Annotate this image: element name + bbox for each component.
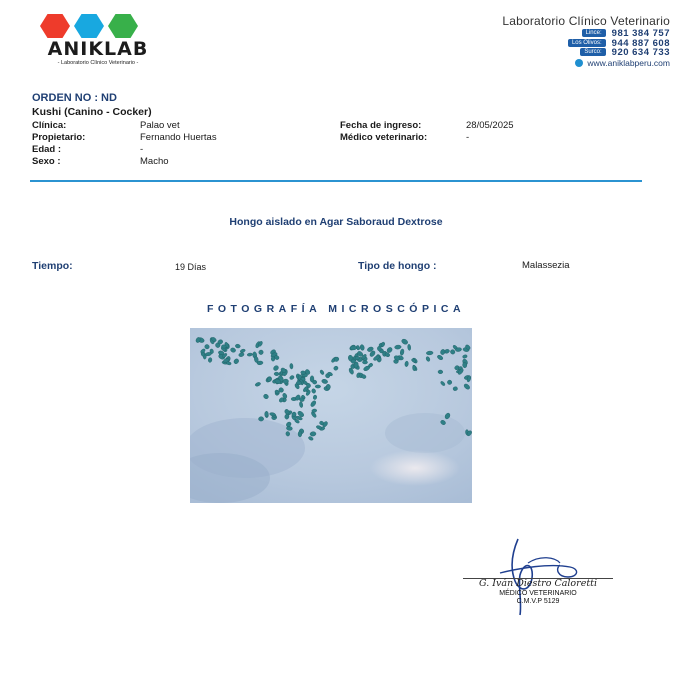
aniklab-logo	[38, 14, 158, 68]
vet-value: -	[466, 132, 470, 143]
microscopy-photo	[190, 328, 472, 503]
signer-registration: C.M.V.P 5129	[516, 598, 560, 605]
phone-row-lince	[582, 28, 670, 38]
yeast-cell	[310, 431, 316, 436]
yeast-cell	[283, 379, 289, 384]
photo-title: FOTOGRAFÍA MICROSCÓPICA	[206, 303, 466, 315]
yeast-cell	[221, 345, 226, 349]
clinic-value: Palao vet	[140, 120, 180, 131]
yeast-cell	[326, 384, 331, 390]
yeast-cell	[315, 385, 321, 388]
yeast-cell	[274, 372, 279, 376]
intake-date-value: 28/05/2025	[466, 120, 514, 131]
result-title: Hongo aislado en Agar Saboraud Dextrose	[229, 216, 443, 228]
signer-role: MÉDICO VETERINARIO	[499, 590, 577, 597]
yeast-cell	[296, 381, 302, 385]
sex-label: Sexo :	[32, 156, 61, 167]
yeast-cell	[298, 431, 302, 437]
yeast-cell	[350, 346, 356, 350]
signature-scribble	[460, 533, 620, 618]
yeast-cell	[412, 365, 416, 371]
vet-label: Médico veterinario:	[340, 132, 428, 143]
lab-name: Laboratorio Clínico Veterinario	[502, 14, 670, 28]
logo-brand-text: ANIKLAB	[47, 38, 149, 60]
yeast-cell	[265, 411, 269, 417]
clinic-label: Clínica:	[32, 120, 67, 131]
patient-name: Kushi (Canino - Cocker)	[32, 106, 152, 118]
time-label: Tiempo:	[32, 260, 73, 272]
age-value: -	[140, 144, 144, 155]
branch-tag: Surco:	[580, 48, 605, 56]
age-label: Edad :	[32, 144, 62, 155]
owner-value: Fernando Huertas	[140, 132, 217, 143]
logo-tagline: - Laboratorio Clínico Veterinario -	[57, 60, 139, 66]
yeast-cell	[258, 417, 263, 422]
branch-tag: Los Olivos:	[568, 39, 606, 47]
phone-number: 920 634 733	[611, 46, 670, 58]
yeast-cell	[426, 351, 433, 355]
intake-date-label: Fecha de ingreso:	[340, 120, 422, 131]
phone-number: 944 887 608	[611, 37, 670, 49]
green-hexagon-icon	[108, 14, 138, 38]
website-row	[575, 58, 670, 68]
fungus-type-value: Malassezia	[522, 260, 570, 271]
section-divider	[30, 180, 642, 182]
time-value: 19 Días	[175, 262, 207, 272]
website-text: www.aniklabperu.com	[587, 58, 670, 68]
red-hexagon-icon	[40, 14, 70, 38]
yeast-cell	[290, 363, 294, 369]
sex-value: Macho	[140, 156, 169, 167]
phone-row-surco	[580, 47, 670, 57]
order-number: ORDEN NO : ND	[32, 92, 117, 104]
yeast-cell	[438, 370, 443, 374]
globe-icon	[575, 59, 583, 67]
signer-name: G. Iván Diestro Caloretti	[479, 578, 597, 589]
yeast-cell	[310, 376, 314, 383]
yeast-cell	[362, 361, 367, 364]
blue-hexagon-icon	[74, 14, 104, 38]
phone-number: 981 384 757	[611, 27, 670, 39]
owner-label: Propietario:	[32, 132, 86, 143]
fungus-type-label: Tipo de hongo :	[358, 260, 437, 272]
branch-tag: Lince:	[582, 29, 606, 37]
